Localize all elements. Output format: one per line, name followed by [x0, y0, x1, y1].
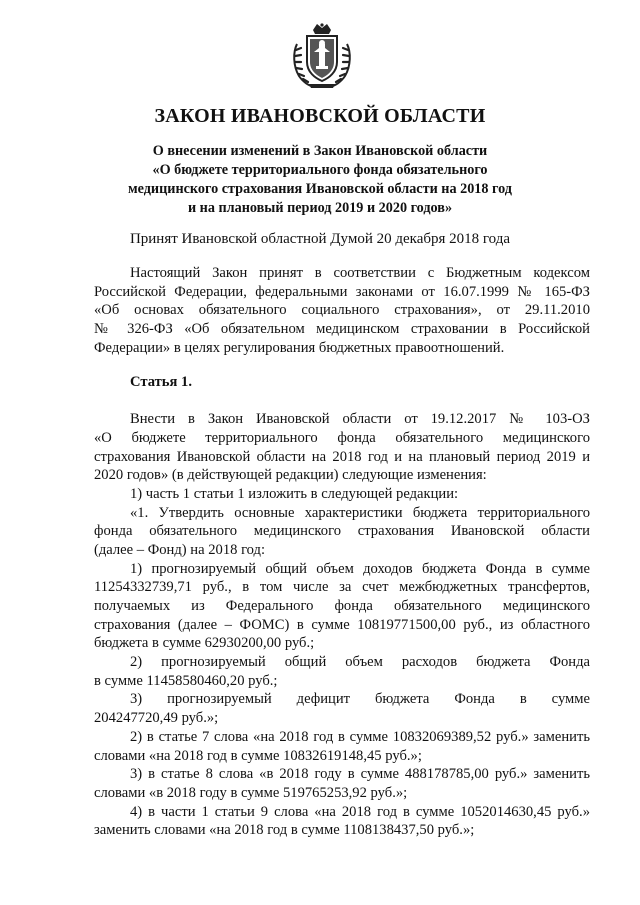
article-line: «О бюджете территориального фонда обязательного медицинского [94, 429, 590, 446]
article-line: Внести в Закон Ивановской области от 19.12.2017 № 103-ОЗ [130, 411, 590, 428]
preamble-line: «Об основах обязательного социального страхования», от 29.11.2010 [94, 302, 590, 319]
article-line: 2) прогнозируемый общий объем расходов бюджета Фонда [130, 654, 590, 671]
article-line: получаемых из Федерального фонда обязательного медицинского [94, 598, 590, 614]
article-line: 2) в статье 7 слова «на 2018 год в сумме 10832069389,52 руб.» заменить [130, 728, 590, 745]
article-line: фонда обязательного медицинского страхования Ивановской области [94, 523, 590, 540]
document-body [94, 264, 590, 840]
article-line: страхования Ивановской области на 2018 год и на плановый период 2019 и [94, 448, 590, 465]
preamble-line: Федерации» в целях регулирования бюджетных правоотношений. [94, 339, 505, 356]
article-line: «1. Утвердить основные характеристики бюджета территориального [130, 504, 590, 521]
subtitle-line: О внесении изменений в Закон Ивановской области [152, 143, 488, 159]
subtitle-line: «О бюджете территориального фонда обязательного [152, 162, 488, 178]
article-line: словами «в 2018 году в сумме 519765253,92 руб.»; [94, 784, 408, 801]
document-title: ЗАКОН ИВАНОВСКОЙ ОБЛАСТИ [154, 105, 486, 127]
article-line: страхования (далее – ФОМС) в сумме 10819771500,00 руб., из областного [94, 616, 590, 633]
preamble-line: Российской Федерации, федеральными законами от 16.07.1999 № 165-ФЗ [94, 283, 590, 300]
adoption-note: Принят Ивановской областной Думой 20 декабря 2018 года [129, 231, 511, 247]
coat-of-arms-icon [291, 22, 353, 90]
article-line: заменить словами «на 2018 год в сумме 1108138437,50 руб.»; [94, 822, 475, 839]
article-line: 1) часть 1 статьи 1 изложить в следующей редакции: [130, 485, 459, 502]
article-line: 3) в статье 8 слова «в 2018 году в сумме 488178785,00 руб.» заменить [130, 766, 590, 783]
preamble-line: № 326-ФЗ «Об обязательном медицинском страховании в Российской [94, 321, 590, 338]
preamble-line: Настоящий Закон принят в соответствии с Бюджетным кодексом [130, 265, 590, 281]
article-line: (далее – Фонд) на 2018 год: [94, 541, 266, 558]
article-line: 3) прогнозируемый дефицит бюджета Фонда в сумме [130, 691, 590, 708]
article-heading: Статья 1. [130, 374, 192, 391]
document-subtitle [90, 142, 550, 218]
subtitle-line: и на плановый период 2019 и 2020 годов» [187, 200, 453, 216]
article-line: 204247720,49 руб.»; [94, 710, 219, 727]
subtitle-line: медицинского страхования Ивановской области на 2018 год [127, 181, 512, 197]
article-line: в сумме 11458580460,20 руб.; [94, 672, 278, 689]
article-line: 4) в части 1 статьи 9 слова «на 2018 год в сумме 1052014630,45 руб.» [130, 803, 590, 820]
article-line: 2020 годов» (в действующей редакции) следующие изменения: [94, 467, 487, 484]
article-line: словами «на 2018 год в сумме 10832619148,45 руб.»; [94, 747, 422, 764]
article-line: бюджета в сумме 62930200,00 руб.; [94, 635, 315, 652]
article-line: 1) прогнозируемый общий объем доходов бюджета Фонда в сумме [130, 560, 590, 577]
article-line: 11254332739,71 руб., в том числе за счет межбюджетных трансфертов, [94, 579, 590, 596]
